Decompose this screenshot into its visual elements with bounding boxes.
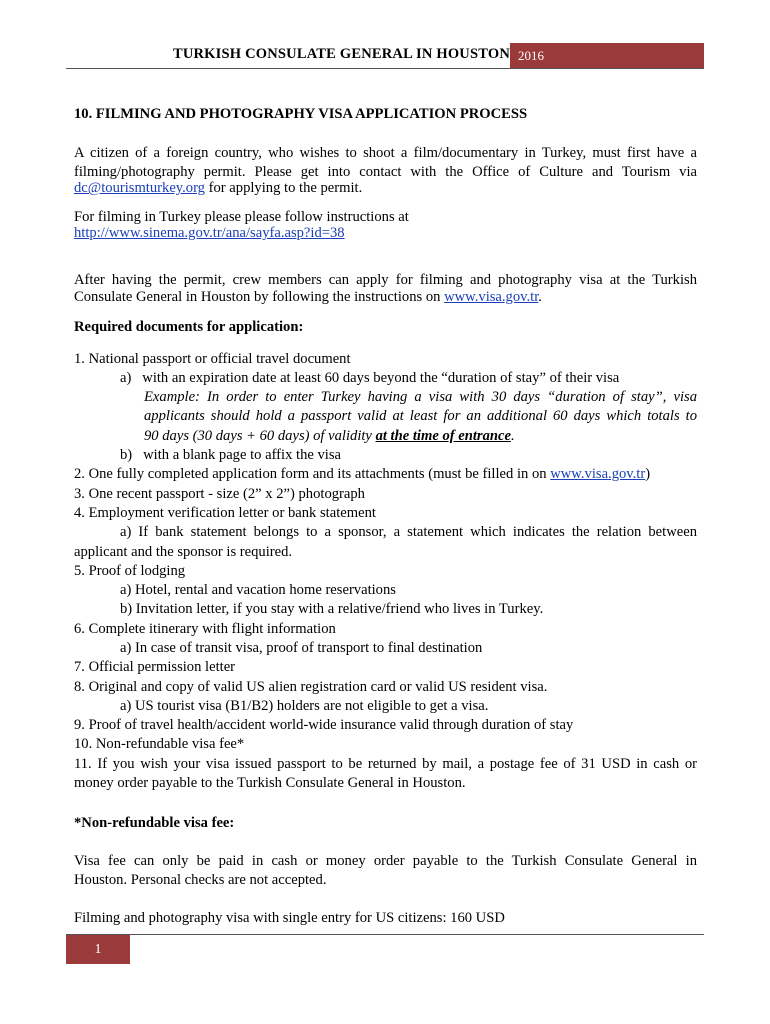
list-item: applicant and the sponsor is required.	[74, 544, 293, 560]
list-item: 11. If you wish your visa issued passport to be returned by mail, a postage fee of 31 USD in cash or	[74, 756, 697, 772]
email-link[interactable]: dc@tourismturkey.org	[74, 180, 205, 196]
footer-divider	[66, 934, 704, 935]
example-line-1: Example: In order to enter Turkey having a visa with 30 days “duration of stay”, visa	[144, 389, 697, 405]
list-item: 7. Official permission letter	[74, 659, 236, 675]
list-item: 5. Proof of lodging	[74, 563, 186, 579]
time-of-entrance-emphasis: at the time of entrance	[375, 428, 511, 444]
header-title: TURKISH CONSULATE GENERAL IN HOUSTON	[172, 46, 510, 62]
list-item-2-end: )	[645, 466, 651, 482]
intro-line-3-text: for applying to the permit.	[204, 180, 363, 196]
list-item: a) with an expiration date at least 60 days beyond the “duration of stay” of their visa	[120, 370, 620, 386]
page-number: 1	[66, 935, 130, 964]
list-item-2-text: 2. One fully completed application form and its attachments (must be filled in on	[74, 466, 551, 482]
list-item: 8. Original and copy of valid US alien registration card or valid US resident visa.	[74, 679, 548, 695]
list-item: 1. National passport or official travel document	[74, 351, 351, 367]
header-year-badge: 2016	[510, 43, 704, 69]
fee-line-1: Visa fee can only be paid in cash or money order payable to the Turkish Consulate General in	[74, 853, 697, 869]
list-item: a) If bank statement belongs to a sponsor, a statement which indicates the relation between	[120, 524, 697, 540]
list-item: a) US tourist visa (B1/B2) holders are not eligible to get a visa.	[120, 698, 489, 714]
example-line-3	[144, 427, 515, 446]
fee-title: *Non-refundable visa fee:	[74, 815, 235, 831]
list-item	[74, 465, 650, 484]
intro-line-3	[74, 179, 362, 198]
required-docs-title: Required documents for application:	[74, 319, 304, 335]
intro-line-1: A citizen of a foreign country, who wishes to shoot a film/documentary in Turkey, must first have a	[74, 145, 697, 161]
list-item: 4. Employment verification letter or bank statement	[74, 505, 376, 521]
example-line-2: applicants should hold a passport valid at least for an additional 60 days which totals to	[144, 408, 697, 424]
example-line-3-end: .	[510, 428, 515, 444]
list-item: 10. Non-refundable visa fee*	[74, 736, 245, 752]
sinema-url-link[interactable]: http://www.sinema.gov.tr/ana/sayfa.asp?id=38	[74, 225, 345, 241]
after-line-2	[74, 288, 542, 307]
after-line-1: After having the permit, crew members can apply for filming and photography visa at the Turkish	[74, 272, 697, 288]
list-item: money order payable to the Turkish Consulate General in Houston.	[74, 775, 466, 791]
intro-line-2: filming/photography permit. Please get into contact with the Office of Culture and Tourism via	[74, 164, 697, 180]
list-item: a) Hotel, rental and vacation home reservations	[120, 582, 396, 598]
fee-line-3: Filming and photography visa with single entry for US citizens: 160 USD	[74, 910, 505, 926]
visa-gov-link-2[interactable]: www.visa.gov.tr	[550, 466, 646, 482]
list-item: 9. Proof of travel health/accident world-wide insurance valid through duration of stay	[74, 717, 574, 733]
list-item: b) with a blank page to affix the visa	[120, 447, 342, 463]
filming-url-line	[74, 224, 345, 243]
header-divider	[66, 68, 704, 69]
section-heading: 10. FILMING AND PHOTOGRAPHY VISA APPLICATION PROCESS	[74, 106, 528, 122]
list-item: b) Invitation letter, if you stay with a relative/friend who lives in Turkey.	[120, 601, 544, 617]
list-item: 6. Complete itinerary with flight information	[74, 621, 336, 637]
visa-gov-link[interactable]: www.visa.gov.tr	[444, 289, 539, 305]
example-line-3-text: 90 days (30 days + 60 days) of validity	[144, 428, 376, 444]
after-line-2-end: .	[538, 289, 542, 305]
list-item: 3. One recent passport - size (2” x 2”) photograph	[74, 486, 365, 502]
list-item: a) In case of transit visa, proof of transport to final destination	[120, 640, 483, 656]
after-line-2-text: Consulate General in Houston by following the instructions on	[74, 289, 445, 305]
fee-line-2: Houston. Personal checks are not accepted.	[74, 872, 327, 888]
filming-instructions-text: For filming in Turkey please please follow instructions at	[74, 209, 409, 225]
